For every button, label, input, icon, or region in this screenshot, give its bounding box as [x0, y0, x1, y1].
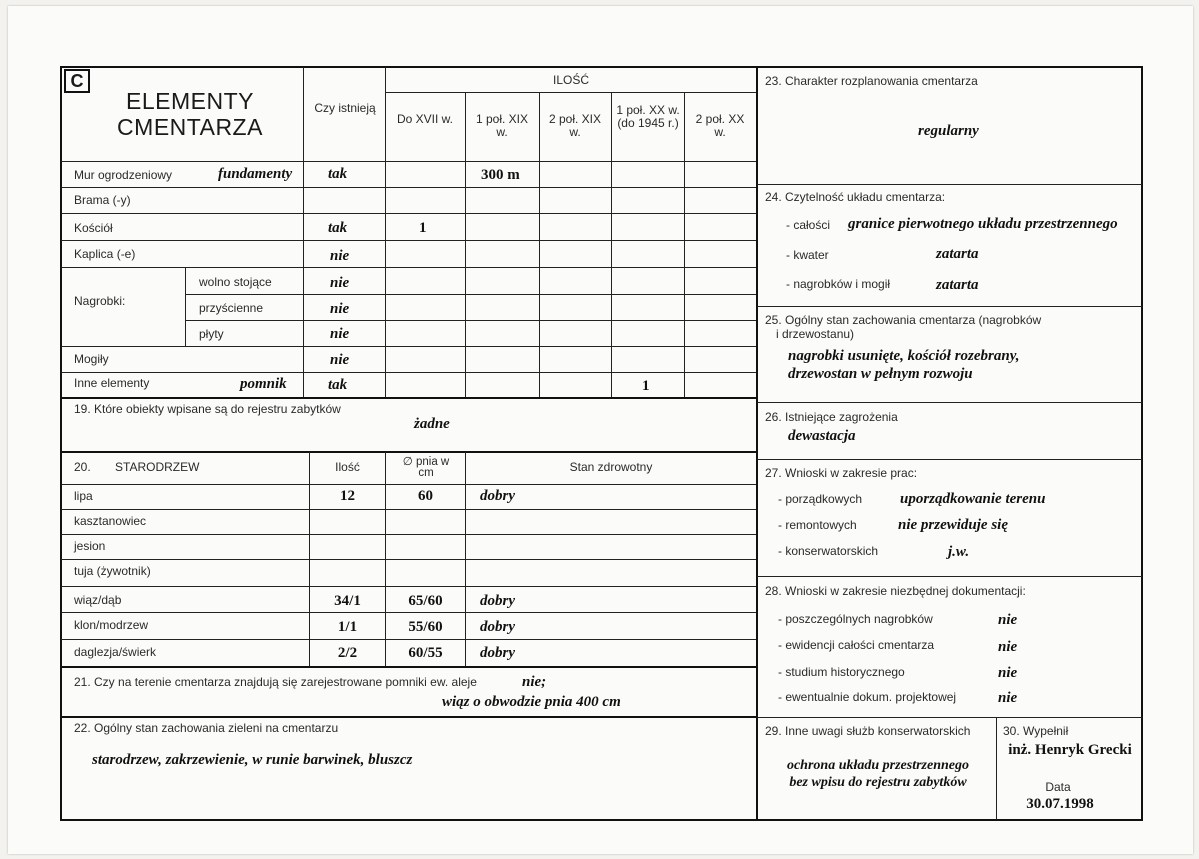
- grid-line: [385, 92, 757, 93]
- tree-name: lipa: [74, 489, 93, 503]
- q27-label: 27. Wnioski w zakresie prac:: [765, 466, 918, 480]
- starodrzew-col-stan: Stan zdrowotny: [569, 460, 653, 474]
- q26-answer: dewastacja: [788, 428, 856, 444]
- period-header: 1 poł. XX w. (do 1945 r.): [616, 103, 680, 130]
- grid-line: [757, 402, 1142, 403]
- period-header: 1 poł. XIX w.: [475, 112, 529, 139]
- q27-porz: uporządkowanie terenu: [900, 491, 1046, 507]
- grid-line: [757, 184, 1142, 185]
- grid-line: [465, 92, 466, 398]
- q21-answer2: wiąz o obwodzie pnia 400 cm: [442, 694, 621, 710]
- grid-line: [185, 294, 756, 295]
- q28-item-label: - ewidencji całości cmentarza: [778, 638, 935, 652]
- q23-label: 23. Charakter rozplanowania cmentarza: [765, 74, 978, 88]
- q21-answer1: nie;: [522, 674, 547, 690]
- grid-line: [757, 459, 1142, 460]
- grid-line: [539, 92, 540, 398]
- tree-ilosc: 12: [340, 488, 355, 504]
- tree-pnia: 55/60: [408, 619, 443, 635]
- grid-line: [61, 240, 756, 241]
- starodrzew-col-ilosc: Ilość: [335, 460, 360, 474]
- tree-name: klon/modrzew: [74, 618, 149, 632]
- q24-calosci: granice pierwotnego układu przestrzennego: [848, 216, 1118, 232]
- grid-line: [185, 267, 186, 346]
- q28-item-value: nie: [998, 690, 1018, 706]
- q28-label: 28. Wnioski w zakresie niezbędnej dokumentacji:: [765, 584, 1026, 598]
- q24-kwater-label: - kwater: [786, 248, 829, 262]
- grid-line: [61, 534, 756, 535]
- tree-ilosc: 34/1: [334, 593, 361, 609]
- kosciol-count: 1: [419, 220, 427, 236]
- row-label-przyscienne: przyścienne: [199, 301, 264, 315]
- q24-kwater: zatarta: [936, 246, 979, 262]
- q27-rem: nie przewiduje się: [898, 517, 1009, 533]
- form-title-line2: CMENTARZA: [117, 114, 263, 140]
- starodrzew-col-pnia: ∅ pnia w cm: [402, 456, 450, 479]
- grid-line: [61, 509, 756, 510]
- starodrzew-title: STARODRZEW: [115, 460, 200, 474]
- q27-kons-label: - konserwatorskich: [778, 544, 879, 558]
- q29-label: 29. Inne uwagi służb konserwatorskich: [765, 724, 971, 738]
- q19-label: 19. Które obiekty wpisane są do rejestru zabytków: [74, 402, 341, 416]
- q24-nagrobkow-label: - nagrobków i mogił: [786, 277, 891, 291]
- grid-line: [611, 92, 612, 398]
- row-label-mogily: Mogiły: [74, 352, 109, 366]
- q29-answer1: ochrona układu przestrzennego: [786, 758, 970, 773]
- plyty-exists: nie: [330, 326, 350, 342]
- mur-exists: tak: [328, 166, 348, 182]
- wolno-exists: nie: [330, 275, 350, 291]
- grid-line: [757, 306, 1142, 307]
- q25-label1: 25. Ogólny stan zachowania cmentarza (nagrobków: [765, 313, 1042, 327]
- grid-line: [61, 372, 756, 373]
- period-header: 2 poł. XIX w.: [548, 112, 602, 139]
- q25-answer1: nagrobki usunięte, kościół rozebrany,: [788, 348, 1020, 364]
- grid-line: [61, 267, 756, 268]
- tree-ilosc: 2/2: [337, 645, 358, 661]
- q24-nagrobkow: zatarta: [936, 277, 979, 293]
- period-header: 2 poł. XX w.: [695, 112, 745, 139]
- q30-date-label: Data: [1045, 780, 1071, 794]
- tree-stan: dobry: [480, 593, 515, 609]
- q29-answer2: bez wpisu do rejestru zabytków: [789, 775, 967, 790]
- mur-count: 300 m: [481, 167, 520, 183]
- inne-note: pomnik: [240, 376, 287, 392]
- period-header: Do XVII w.: [396, 112, 454, 126]
- grid-line: [756, 67, 758, 820]
- row-label-brama: Brama (-y): [74, 193, 131, 207]
- kaplica-exists: nie: [330, 248, 350, 264]
- q30-date: 30.07.1998: [1026, 796, 1094, 812]
- q25-answer2: drzewostan w pełnym rozwoju: [788, 366, 973, 382]
- q27-rem-label: - remontowych: [778, 518, 857, 532]
- mogily-exists: nie: [330, 352, 350, 368]
- grid-line: [61, 346, 756, 347]
- grid-line: [61, 484, 756, 485]
- inne-count: 1: [642, 378, 650, 394]
- q22-label: 22. Ogólny stan zachowania zieleni na cmentarzu: [74, 721, 339, 735]
- grid-line: [61, 612, 756, 613]
- przyscienne-exists: nie: [330, 301, 350, 317]
- grid-line: [61, 586, 756, 587]
- row-label-kaplica: Kaplica (-e): [74, 247, 136, 261]
- tree-name: jesion: [74, 539, 106, 553]
- tree-stan: dobry: [480, 645, 515, 661]
- q28-item-value: nie: [998, 639, 1018, 655]
- grid-line: [185, 320, 756, 321]
- grid-line: [757, 576, 1142, 577]
- col-exists-header: Czy istnieją: [314, 101, 376, 115]
- row-label-wolno: wolno stojące: [199, 275, 272, 289]
- q28-item-label: - ewentualnie dokum. projektowej: [778, 690, 957, 704]
- q30-label: 30. Wypełnił: [1003, 724, 1069, 738]
- grid-line: [385, 67, 386, 398]
- row-label-plyty: płyty: [199, 327, 224, 341]
- form-title: [100, 88, 280, 140]
- grid-line: [61, 639, 756, 640]
- grid-line: [61, 397, 756, 399]
- q22-answer: starodrzew, zakrzewienie, w runie barwinek, bluszcz: [92, 752, 413, 768]
- grid-line: [61, 161, 756, 162]
- q26-label: 26. Istniejące zagrożenia: [765, 410, 898, 424]
- tree-pnia: 60: [418, 488, 433, 504]
- row-label-inne: Inne elementy: [74, 376, 150, 390]
- q28-item-value: nie: [998, 612, 1018, 628]
- tree-name: kasztanowiec: [74, 514, 147, 528]
- grid-line: [61, 451, 756, 453]
- q24-calosci-label: - całości: [786, 218, 831, 232]
- tree-name: daglezja/świerk: [74, 645, 157, 659]
- col-ilosc-header: ILOŚĆ: [552, 73, 589, 87]
- q24-label: 24. Czytelność układu cmentarza:: [765, 190, 946, 204]
- q25-label2: i drzewostanu): [776, 327, 855, 341]
- row-label-mur: Mur ogrodzeniowy: [74, 168, 173, 182]
- tree-stan: dobry: [480, 619, 515, 635]
- grid-line: [61, 559, 756, 560]
- form-title-line1: ELEMENTY: [126, 88, 254, 114]
- tree-pnia: 65/60: [408, 593, 443, 609]
- grid-line: [996, 717, 997, 820]
- grid-line: [303, 67, 304, 398]
- grid-line: [61, 666, 756, 668]
- q27-kons: j.w.: [948, 544, 970, 560]
- q27-porz-label: - porządkowych: [778, 492, 863, 506]
- grid-line: [684, 92, 685, 398]
- grid-line: [61, 716, 756, 718]
- q30-name: inż. Henryk Grecki: [1008, 742, 1132, 758]
- tree-name: tuja (żywotnik): [74, 564, 151, 578]
- row-label-kosciol: Kościół: [74, 221, 113, 235]
- q28-item-value: nie: [998, 665, 1018, 681]
- starodrzew-num: 20.: [74, 460, 91, 474]
- grid-line: [61, 213, 756, 214]
- tree-stan: dobry: [480, 488, 515, 504]
- tree-name: wiąz/dąb: [74, 593, 122, 607]
- q23-answer: regularny: [918, 123, 979, 139]
- inne-exists: tak: [328, 377, 348, 393]
- grid-line: [61, 187, 756, 188]
- kosciol-exists: tak: [328, 220, 348, 236]
- grid-line: [757, 717, 1142, 718]
- tree-pnia: 60/55: [408, 645, 443, 661]
- q28-item-label: - poszczególnych nagrobków: [778, 612, 933, 626]
- q21-label: 21. Czy na terenie cmentarza znajdują się zarejestrowane pomniki ew. aleje: [74, 675, 477, 689]
- tree-ilosc: 1/1: [337, 619, 358, 635]
- row-label-nagrobki: Nagrobki:: [74, 294, 126, 308]
- section-letter-box: C: [64, 69, 90, 93]
- q19-answer: żadne: [414, 416, 450, 432]
- q28-item-label: - studium historycznego: [778, 665, 905, 679]
- mur-note: fundamenty: [218, 166, 293, 182]
